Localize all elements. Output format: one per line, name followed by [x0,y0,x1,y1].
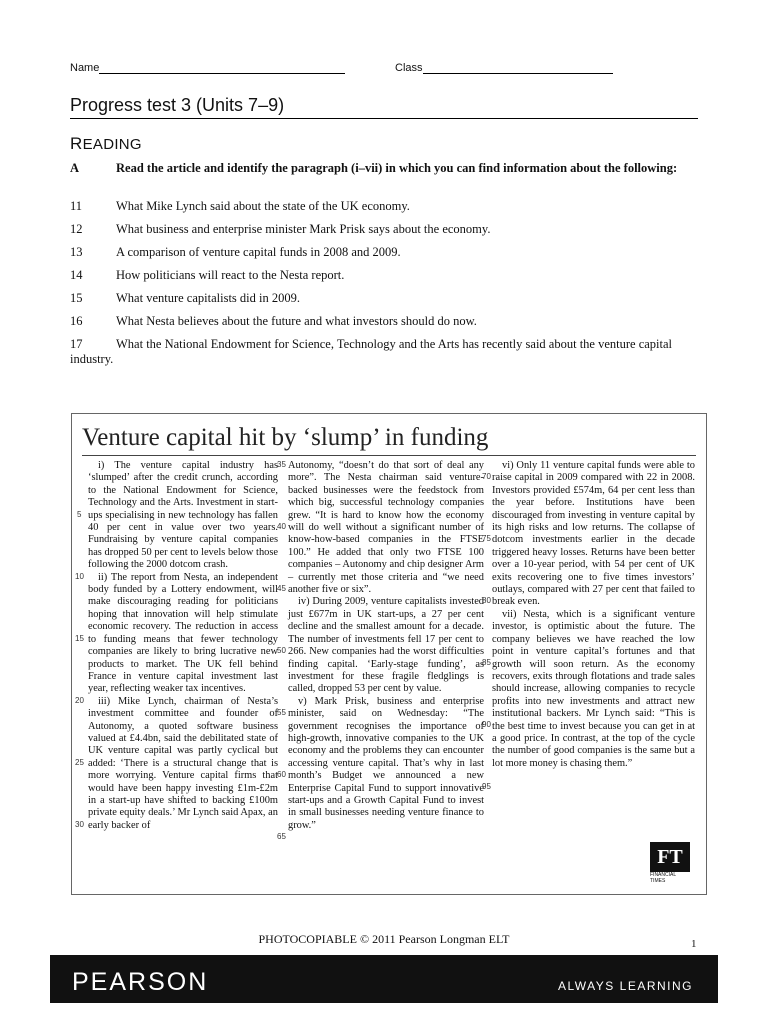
section-heading [70,134,142,154]
question-text: How politicians will react to the Nesta report. [116,268,345,282]
question-number: 14 [70,268,83,282]
question-text: What the National Endowment for Science, Technology and the Arts has recently said about the venture capital industry. [70,337,673,366]
question-text: What business and enterprise minister Mark Prisk says about the economy. [116,222,491,236]
question-number: 11 [70,199,83,213]
name-line[interactable] [99,63,345,74]
ft-logo-subtext: FINANCIAL TIMES [650,872,690,884]
line-number: 15 [75,634,84,643]
line-number: 40 [277,522,286,531]
pearson-logo: PEARSON [72,968,209,996]
page-number: 1 [691,938,697,950]
article-column-1 [88,460,278,832]
question-item [70,337,698,367]
line-number: 75 [482,534,491,543]
article-paragraph: v) Mark Prisk, business and enterprise minister, said on Wednesday: “The government recognises the importance of high-growth, innovative companies to the UK economy and the problems they can encounter accessing venture capital. That’s why in last month’s Budget we announced a new Enterprise Capital Fund to support innovative start-ups and a Growth Capital Fund to invest in small businesses needing venture finance to grow.” [288,695,484,831]
article-column-2 [288,460,484,832]
line-number: 85 [482,658,491,667]
task-letter: A [70,161,80,175]
question-text: What Nesta believes about the future and what investors should do now. [116,314,477,328]
line-number: 70 [482,472,491,481]
article-column-3 [492,460,695,770]
line-number: 25 [75,758,84,767]
name-label: Name [70,62,100,74]
question-item [70,268,698,283]
article-paragraph: vi) Only 11 venture capital funds were able to raise capital in 2009 compared with 22 in 2008. Investors provided £574m, 64 per cent less than the year before. Institutions have been discouraged from investing in venture capital by its high risks and low returns. The collapse of dotcom investments earlier in the decade triggered heavy losses. Returns have been better over a 10-year period, with 54 per cent of UK exits recovering one to five times investors’ outlays, compared with 27 per cent that failed to break even. [492,460,695,608]
class-field[interactable] [395,62,613,74]
question-item [70,199,698,214]
section-initial: R [70,134,83,153]
line-number: 65 [277,832,286,841]
article-paragraph: iii) Mike Lynch, chairman of Nesta’s investment committee and founder of Autonomy, a quoted software business valued at £4.4bn, said the debilitated state of UK venture capital was partly cyclical but added: ‘There is a structural change that is more worrying. Venture capital firms that would have been happy investing £1m-£2m in a start-up have shifted to backing £100m private equity deals.’ Mr Lynch said Apax, an early backer of [88,695,278,831]
copyright-notice: PHOTOCOPIABLE © 2011 Pearson Longman ELT [258,932,510,946]
line-number: 60 [277,770,286,779]
question-list [70,199,698,375]
line-number: 30 [75,820,84,829]
article-paragraph: Autonomy, “doesn’t do that sort of deal any more”. The Nesta chairman said venture-backed businesses were the feedstock from which big, successful technology companies grew. “It is hard to know how the economy will do well without a significant number of know-how-based companies in the FTSE 100.” He added that only two FTSE 100 companies – Autonomy and chip designer Arm – currently met those criteria and “we need another five or six”. [288,460,484,596]
question-number: 13 [70,245,83,259]
article-paragraph: i) The venture capital industry has ‘slumped’ after the credit crunch, according to the National Endowment for Science, Technology and the Arts. Investment in start-ups specialising in new technology has fallen 40 per cent in value over two years. Fundraising by venture capital companies has dropped 50 per cent to levels below those following the 2000 dotcom crash. [88,460,278,571]
question-text: What venture capitalists did in 2009. [116,291,300,305]
line-number: 50 [277,646,286,655]
article-headline: Venture capital hit by ‘slump’ in funding [82,424,696,456]
line-number: 35 [277,460,286,469]
name-field[interactable] [70,62,345,74]
question-item [70,291,698,306]
question-number: 17 [70,337,83,351]
ft-logo-icon: FT [650,842,690,882]
class-line[interactable] [423,63,613,74]
article-paragraph: vii) Nesta, which is a significant venture investor, is optimistic about the future. The company believes we have reached the low point in venture capital’s fortunes and that growth will soon return. As the economy recovers, exits through flotations and trade sales should increase, allowing companies to recycle profits into new investments and attract new institutional backers. Mr Lynch said: “This is the best time to invest because you can get in at a good price. In contrast, at the top of the cycle the number of good companies is the same but a lot more money is chasing them.” [492,608,695,769]
article-paragraph: ii) The report from Nesta, an independent body funded by a Lottery endowment, will make discouraging reading for politicians hoping that innovation will help stimulate economic recovery. The reduction in access to funding means that fewer technology companies are likely to bring lucrative new products to market. The UK fell behind France in venture capital investment last year, reflecting weaker tax incentives. [88,571,278,695]
line-number: 5 [77,510,82,519]
question-item [70,314,698,329]
question-text: What Mike Lynch said about the state of the UK economy. [116,199,410,213]
question-number: 15 [70,291,83,305]
line-number: 90 [482,720,491,729]
question-number: 16 [70,314,83,328]
line-number: 10 [75,572,84,581]
article-paragraph: iv) During 2009, venture capitalists invested just £677m in UK start-ups, a 27 per cent decline and the smallest amount for a decade. The number of investments fell 17 per cent to 266. New companies had the worst difficulties finding capital. ‘Early-stage funding’, as investment for these fragile fledglings is called, dropped 53 per cent by value. [288,596,484,695]
line-number: 45 [277,584,286,593]
question-text: A comparison of venture capital funds in 2008 and 2009. [116,245,401,259]
article-box [71,413,707,895]
line-number: 95 [482,782,491,791]
line-number: 80 [482,596,491,605]
line-number: 55 [277,708,286,717]
brand-tagline: ALWAYS LEARNING [558,979,693,993]
section-rest: EADING [82,136,142,153]
line-number: 20 [75,696,84,705]
class-label: Class [395,62,423,74]
question-number: 12 [70,222,83,236]
question-item [70,245,698,260]
page-title: Progress test 3 (Units 7–9) [70,95,698,119]
instruction-text: Read the article and identify the paragraph (i–vii) in which you can find information about the following: [116,161,678,175]
brand-footer-bar [50,955,718,1003]
task-instruction [70,161,698,176]
question-item [70,222,698,237]
